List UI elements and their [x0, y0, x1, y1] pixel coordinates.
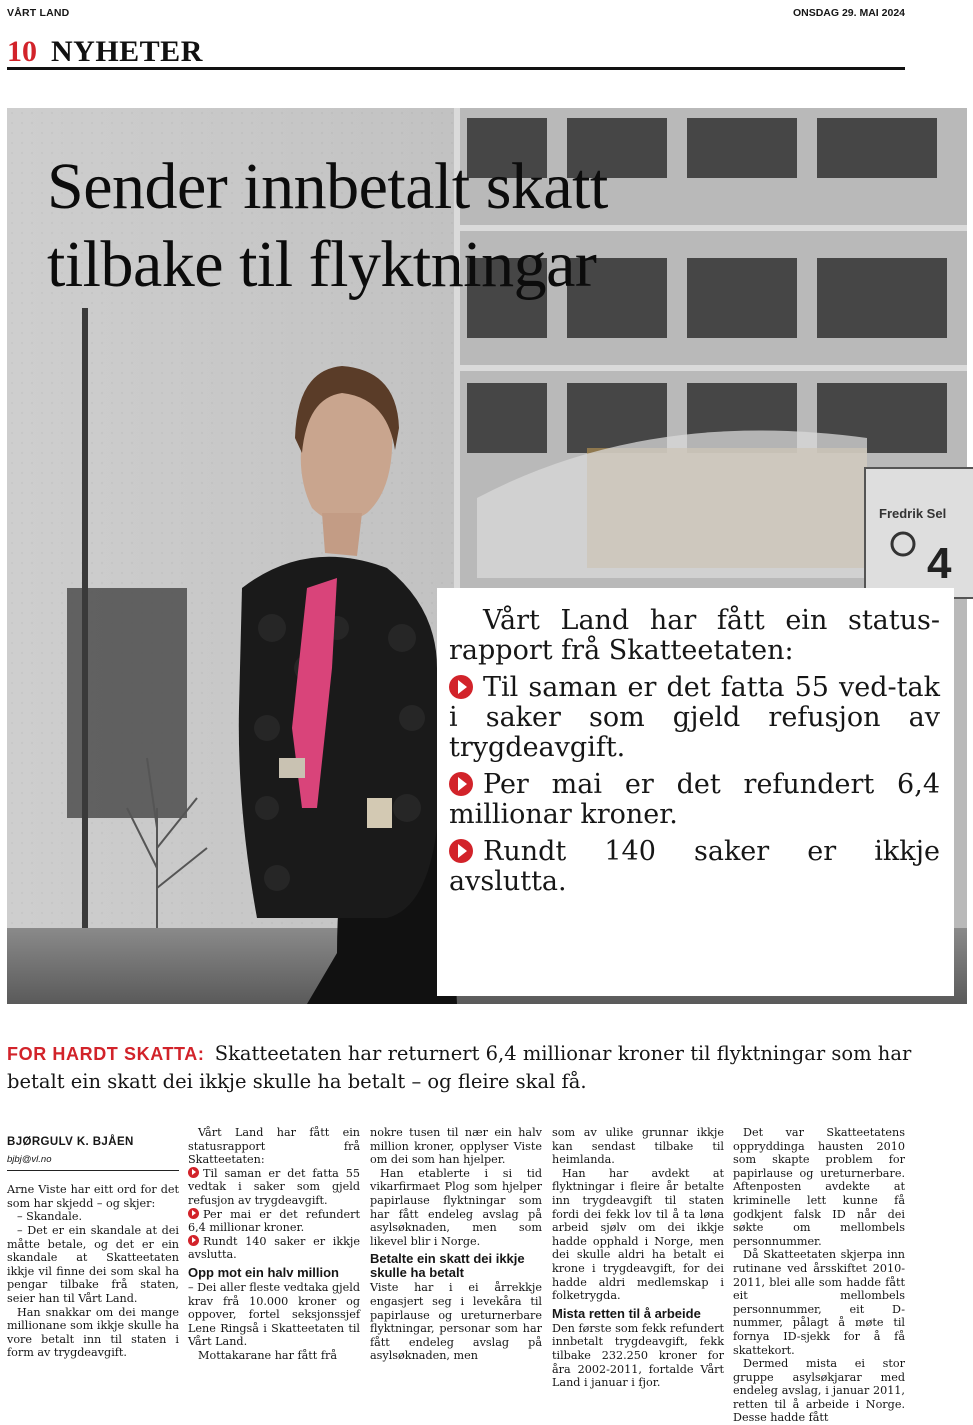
masthead	[7, 7, 905, 21]
body-paragraph: Han etablerte i si tid vikarfirmaet Plog som hjelper papirlause flyktningar som har fått endeleg avslag på asylsøknaden, men som likevel blir i Norge.	[370, 1166, 542, 1248]
arrow-bullet-icon	[449, 675, 473, 699]
headline-line-1: Sender innbetalt skatt	[47, 150, 608, 223]
body-paragraph: Han har avdekt at flyktningar i fleire år betalte inn trygdeavgift til staten fordi dei fekk lov til å ta løna arbeid sjølv om dei ikkje hadde opphald i Norge, men dei skulle aldri ha betalt ei krone i trygdeavgift, for dei hadde aldri medlemskap i folketrygda.	[552, 1166, 724, 1303]
caption-text: Skatteetaten har returnert 6,4 millionar kroner til flyktningar som har betalt ein skatt dei ikkje skulle ha betalt – og fleire skal få.	[7, 1042, 912, 1093]
headline	[47, 148, 927, 304]
body-paragraph: Dermed mista ei stor gruppe asylsøkjarar med endeleg avslag, i januar 2011, retten til å arbeide i Norge. Desse hadde fått	[733, 1357, 905, 1425]
subheading: Opp mot ein halv million	[188, 1264, 339, 1280]
fact-box	[437, 588, 954, 996]
arrow-bullet-icon	[449, 772, 473, 796]
body-paragraph: – Dei aller fleste vedtaka gjeld krav frå 10.000 kroner og oppover, fortel seksjonssjef Lene Ringså i Skatteetaten til Vårt Land.	[188, 1280, 360, 1349]
body-paragraph: Mottakarane har fått frå	[198, 1348, 337, 1362]
newspaper-name: VÅRT LAND	[7, 7, 70, 19]
body-paragraph: Viste har i ei årrekkje engasjert seg i levekåra til papirlause og ureturnerbare flyktningar, personar som har fått endeleg avslag på asylsøknaden, men	[370, 1281, 542, 1363]
fact-list-item: Rundt 140 saker er ikkje avslutta.	[188, 1234, 360, 1262]
body-paragraph: Han snakkar om dei mange millionane som ikkje skulle ha vore betalt inn til staten i form av trygdeavgift.	[7, 1305, 179, 1360]
fact-box-item: Rundt 140 saker er ikkje avslutta.	[449, 836, 940, 897]
caption-lead: FOR HARDT SKATTA:	[7, 1044, 205, 1064]
body-paragraph: – Det er ein skandale at dei måtte betale, og det er ein skandale at Skatteetaten ikkje vil finne dei som skal ha pengar tilbake frå staten, seier han til Vårt Land.	[7, 1223, 179, 1305]
article-column-3	[370, 1126, 542, 1363]
byline-email: bjbj@vl.no	[7, 1153, 52, 1165]
fact-list-item: Per mai er det refundert 6,4 millionar kroner.	[188, 1207, 360, 1235]
arrow-bullet-icon	[188, 1167, 199, 1178]
issue-date: ONSDAG 29. MAI 2024	[792, 7, 905, 19]
fact-box-item: Per mai er det refundert 6,4 millionar kroner.	[449, 769, 940, 830]
body-paragraph: nokre tusen til nær ein halv million kroner, opplyser Viste om dei som han hjelper.	[370, 1126, 542, 1167]
section-header	[7, 36, 905, 70]
body-paragraph: som av ulike grunnar ikkje kan sendast tilbake til heimlanda.	[552, 1126, 724, 1167]
subheading: Betalte ein skatt dei ikkje skulle ha betalt	[370, 1251, 525, 1281]
page-number: 10	[7, 35, 37, 68]
body-paragraph: Det var Skatteetatens oppryddinga hausten 2010 som skapte problem for papirlause og ureturnerbare. Aftenposten avdekte at kriminelle lett kunne få godkjent falsk ID når dei søkte om mellombels personnummer.	[733, 1126, 905, 1248]
article-column-5	[733, 1126, 905, 1425]
arrow-bullet-icon	[449, 839, 473, 863]
byline-divider	[7, 1170, 179, 1171]
article-column-4	[552, 1126, 724, 1390]
arrow-bullet-icon	[188, 1208, 199, 1219]
body-paragraph: Vårt Land har fått ein statusrapport frå Skatteetaten:	[188, 1126, 360, 1167]
article-column-1	[7, 1126, 179, 1360]
sign-text: Fredrik Sel	[879, 506, 947, 521]
article-column-2	[188, 1126, 360, 1363]
headline-line-2: tilbake til flyktningar	[47, 228, 597, 301]
arrow-bullet-icon	[188, 1235, 199, 1246]
section-name: NYHETER	[51, 35, 203, 68]
body-paragraph: – Skandale.	[17, 1210, 83, 1224]
fact-list-item: Til saman er det fatta 55 vedtak i saker som gjeld refusjon av trygdeavgift.	[188, 1166, 360, 1207]
photo-caption	[7, 1040, 912, 1096]
body-paragraph: Då Skatteetaten skjerpa inn rutinane ved årsskiftet 2010-2011, blei alle som hadde fått eit mellombels personnummer, eit D-nummer, pålagt å møte til fornya ID-sjekk for å få skattekort.	[733, 1248, 905, 1357]
fact-box-item: Til saman er det fatta 55 ved-tak i saker som gjeld refusjon av trygdeavgift.	[449, 672, 940, 763]
body-paragraph: Arne Viste har eitt ord for det som har skjedd – og skjer:	[7, 1183, 179, 1210]
byline: BJØRGULV K. BJÅEN	[7, 1136, 134, 1148]
fact-box-intro: Vårt Land har fått ein status-rapport frå Skatteetaten:	[449, 605, 940, 666]
subheading: Mista retten til å arbeide	[552, 1305, 701, 1321]
sign-number: 4	[927, 539, 952, 588]
body-paragraph: Den første som fekk refundert innbetalt trygdeavgift, fekk tilbake 232.250 kroner for åra 2002-2011, fortalde Vårt Land i januar i fjor.	[552, 1321, 724, 1390]
